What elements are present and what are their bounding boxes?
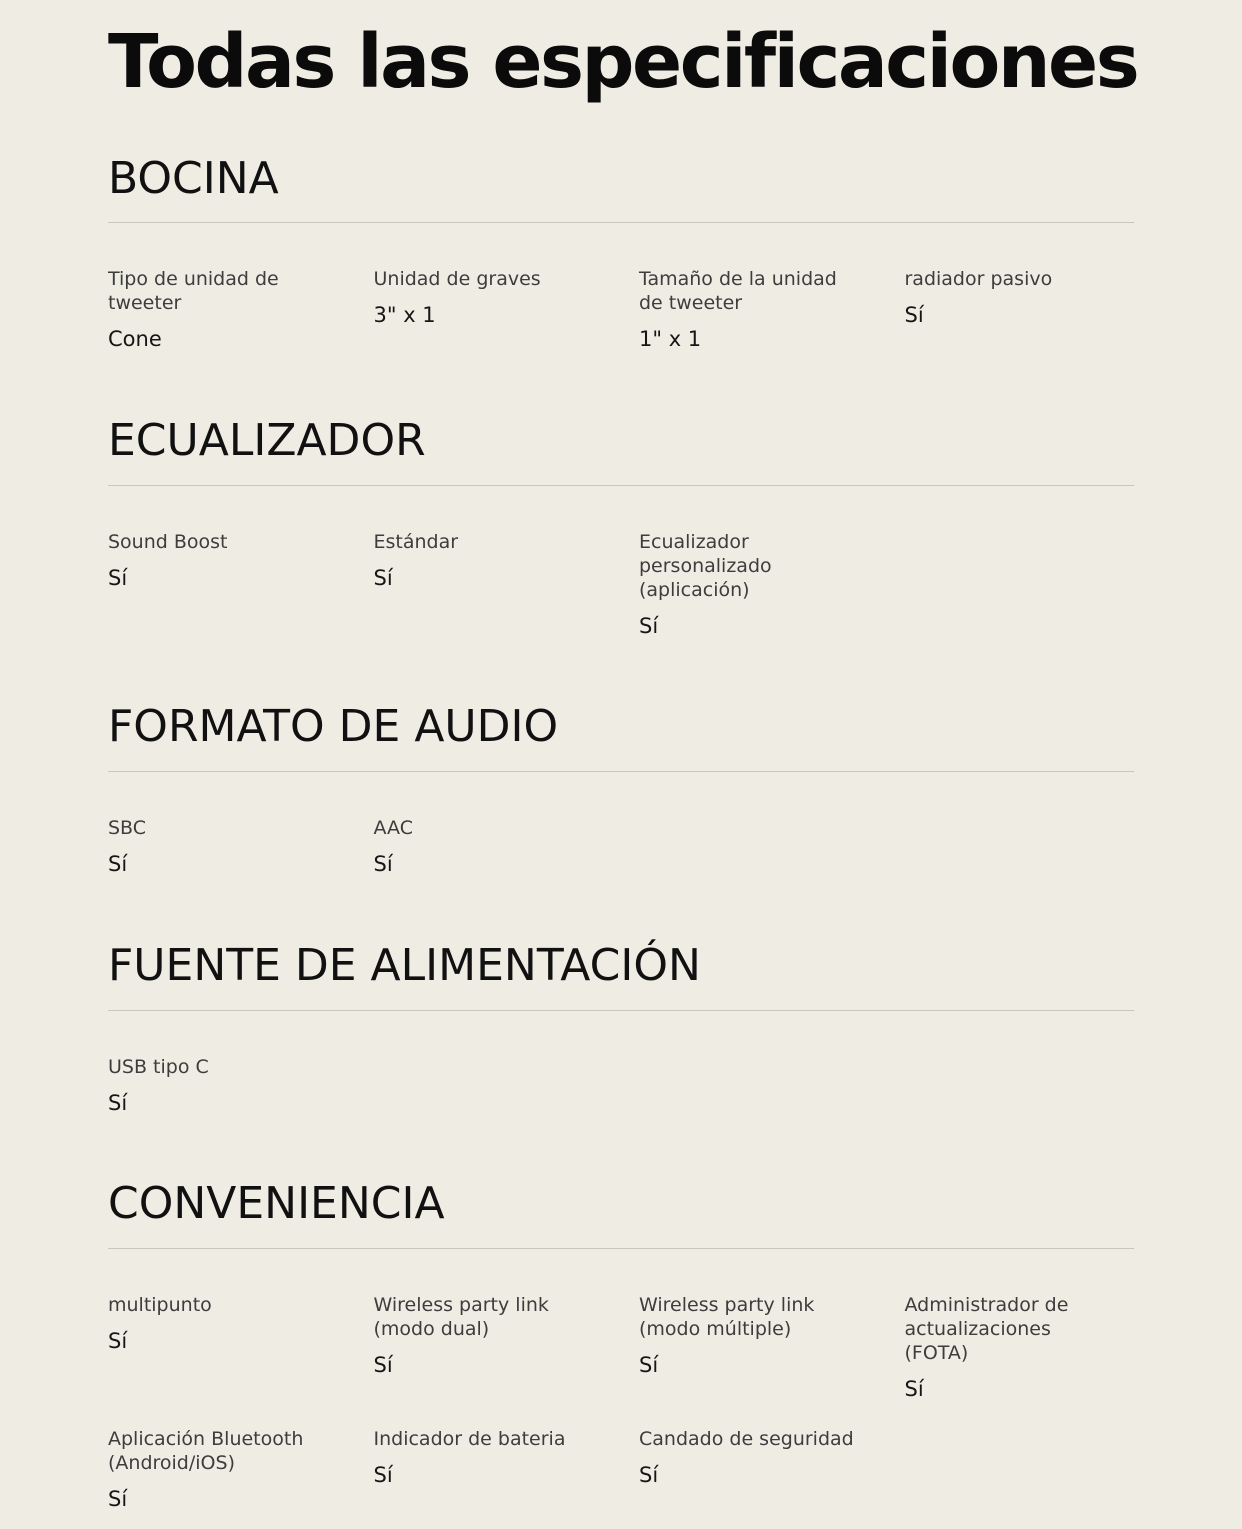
spec-value: 3" x 1 (373, 303, 436, 327)
section-divider (108, 1010, 1134, 1011)
spec-label: Wireless party link (modo múltiple) (639, 1294, 815, 1340)
spec-value: Sí (904, 1377, 924, 1401)
spec-value: Sí (904, 303, 924, 327)
spec-label: SBC (108, 817, 147, 839)
spec-value: Sí (639, 1353, 659, 1377)
section-ecualizador (108, 408, 1134, 641)
spec-item (108, 1427, 374, 1514)
spec-grid (108, 1293, 1134, 1514)
spec-item (905, 1293, 1135, 1404)
spec-label: Ecualizador personalizado (aplicación) (639, 531, 772, 601)
spec-item (108, 267, 374, 354)
spec-item (108, 1293, 374, 1404)
spec-value: Sí (373, 1353, 393, 1377)
spec-label: Aplicación Bluetooth (Android/iOS) (108, 1428, 304, 1474)
spec-grid (108, 530, 1134, 641)
spec-item (639, 1293, 905, 1404)
spec-item (639, 1427, 905, 1514)
section-heading: FUENTE DE ALIMENTACIÓN (108, 940, 701, 991)
spec-item (108, 1055, 374, 1118)
spec-value: Sí (108, 1329, 128, 1353)
spec-item (639, 267, 905, 354)
spec-item (108, 530, 374, 641)
section-divider (108, 1248, 1134, 1249)
spec-item (374, 530, 640, 641)
spec-label: Administrador de actualizaciones (FOTA) (904, 1294, 1069, 1364)
spec-label: Candado de seguridad (639, 1428, 854, 1450)
spec-value: Sí (108, 1091, 128, 1115)
section-divider (108, 222, 1134, 223)
spec-item (374, 267, 640, 354)
spec-grid (108, 1055, 1134, 1118)
section-divider (108, 485, 1134, 486)
spec-label: Indicador de bateria (373, 1428, 566, 1450)
spec-value: Sí (373, 852, 393, 876)
spec-label: Estándar (373, 531, 459, 553)
section-bocina (108, 146, 1134, 354)
page-title: Todas las especificaciones (108, 19, 1138, 105)
section-formato-de-audio (108, 694, 1134, 879)
spec-value: Cone (108, 327, 162, 351)
spec-value: Sí (373, 1463, 393, 1487)
spec-item (374, 816, 640, 879)
section-conveniencia (108, 1171, 1134, 1514)
spec-label: Wireless party link (modo dual) (373, 1294, 549, 1340)
section-divider (108, 771, 1134, 772)
spec-value: Sí (639, 1463, 659, 1487)
spec-item (374, 1293, 640, 1404)
spec-label: AAC (373, 817, 413, 839)
spec-item (639, 530, 905, 641)
spec-item (905, 267, 1135, 354)
section-heading: CONVENIENCIA (108, 1178, 445, 1229)
section-heading: BOCINA (108, 153, 279, 204)
spec-value: Sí (108, 566, 128, 590)
spec-value: Sí (373, 566, 393, 590)
section-heading: ECUALIZADOR (108, 415, 426, 466)
section-fuente-de-alimentacion (108, 933, 1134, 1118)
spec-label: multipunto (108, 1294, 212, 1316)
spec-value: Sí (639, 614, 659, 638)
spec-value: Sí (108, 852, 128, 876)
spec-label: USB tipo C (108, 1056, 209, 1078)
spec-item (374, 1427, 640, 1514)
spec-label: radiador pasivo (904, 268, 1053, 290)
spec-value: 1" x 1 (639, 327, 702, 351)
spec-label: Tamaño de la unidad de tweeter (639, 268, 837, 314)
section-heading: FORMATO DE AUDIO (108, 701, 559, 752)
spec-value: Sí (108, 1487, 128, 1511)
spec-grid (108, 267, 1134, 354)
spec-grid (108, 816, 1134, 879)
spec-label: Unidad de graves (373, 268, 541, 290)
spec-label: Tipo de unidad de tweeter (108, 268, 279, 314)
spec-label: Sound Boost (108, 531, 228, 553)
spec-item (108, 816, 374, 879)
